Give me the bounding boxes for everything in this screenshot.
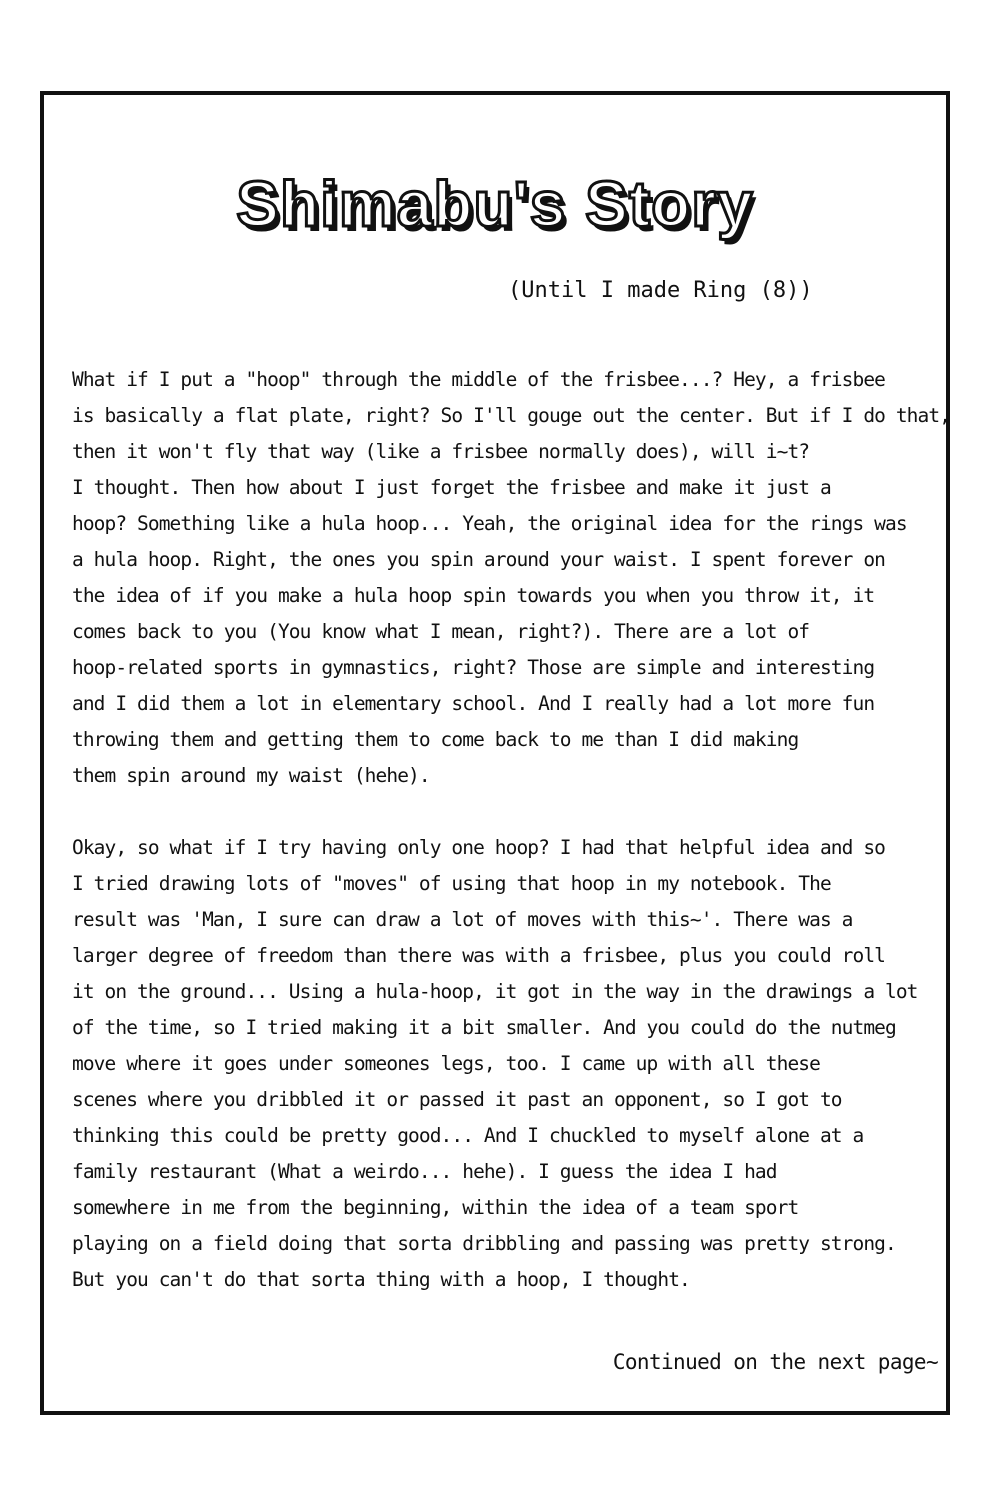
paragraph-line: the idea of if you make a hula hoop spin towards you when you throw it, it [72,584,875,607]
paragraph-line: I thought. Then how about I just forget the frisbee and make it just a [72,476,831,499]
page-title: Shimabu's Story [236,168,754,240]
paragraph-line: Okay, so what if I try having only one hoop? I had that helpful idea and so [72,836,885,859]
page-subtitle: (Until I made Ring (8)) [508,278,813,303]
paragraph-line: comes back to you (You know what I mean, right?). There are a lot of [72,620,810,643]
paragraph-line: then it won't fly that way (like a frisbee normally does), will i~t? [72,440,810,463]
paragraph-line: of the time, so I tried making it a bit smaller. And you could do the nutmeg [72,1016,896,1039]
paragraph-line: and I did them a lot in elementary school. And I really had a lot more fun [72,692,875,715]
continued-note: Continued on the next page~ [612,1350,938,1374]
paragraph-line: hoop-related sports in gymnastics, right? Those are simple and interesting [72,656,875,679]
paragraph-line: them spin around my waist (hehe). [72,764,430,787]
paragraph-line: move where it goes under someones legs, too. I came up with all these [72,1052,820,1075]
paragraph-line: result was 'Man, I sure can draw a lot of moves with this~'. There was a [72,908,853,931]
paragraph-line: What if I put a "hoop" through the middle of the frisbee...? Hey, a frisbee [72,368,885,391]
paragraph-line: I tried drawing lots of "moves" of using that hoop in my notebook. The [72,872,831,895]
paragraph-line: it on the ground... Using a hula-hoop, it got in the way in the drawings a lot [72,980,918,1003]
paragraph-line: thinking this could be pretty good... And I chuckled to myself alone at a [72,1124,864,1147]
paragraph-line: somewhere in me from the beginning, within the idea of a team sport [72,1196,799,1219]
paragraph-line: is basically a flat plate, right? So I'll gouge out the center. But if I do that, [72,404,951,427]
paragraph-line: a hula hoop. Right, the ones you spin around your waist. I spent forever on [72,548,885,571]
paragraph-line: scenes where you dribbled it or passed it past an opponent, so I got to [72,1088,842,1111]
paragraph-line: playing on a field doing that sorta dribbling and passing was pretty strong. [72,1232,896,1255]
paragraph-line: But you can't do that sorta thing with a hoop, I thought. [72,1268,690,1291]
story-paragraph-2 [72,830,932,1298]
paragraph-line: larger degree of freedom than there was with a frisbee, plus you could roll [72,944,885,967]
story-paragraph-1 [72,362,951,794]
paragraph-line: throwing them and getting them to come back to me than I did making [72,728,799,751]
paragraph-line: hoop? Something like a hula hoop... Yeah, the original idea for the rings was [72,512,907,535]
paragraph-line: family restaurant (What a weirdo... hehe). I guess the idea I had [72,1160,777,1183]
